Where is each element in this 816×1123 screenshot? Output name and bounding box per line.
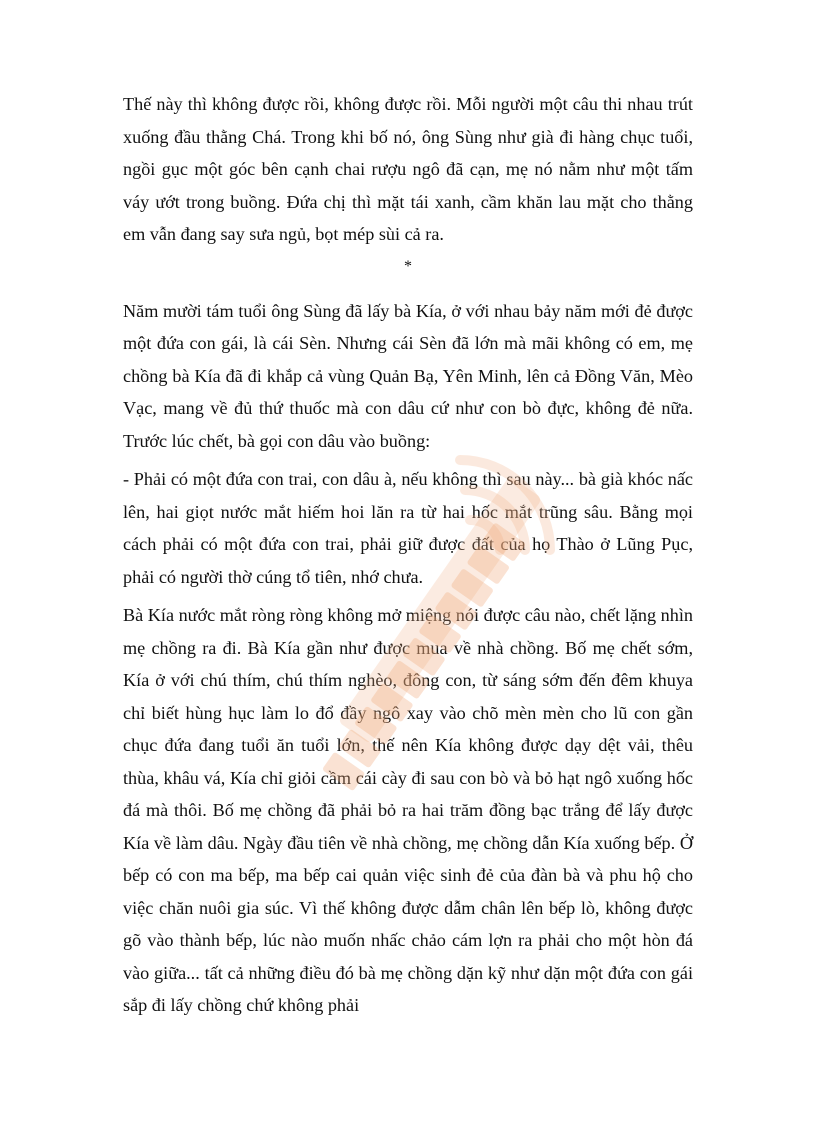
document-page xyxy=(123,88,693,1022)
paragraph-4: Bà Kía nước mắt ròng ròng không mở miệng nói được câu nào, chết lặng nhìn mẹ chồng ra đi. Bà Kía gần như được mua về nhà chồng. Bố mẹ chết sớm, Kía ở với chú thím, chú thím nghèo, đông con, từ sáng sớm đến đêm khuya chỉ biết hùng hục làm lo đổ đầy ngô xay vào chõ mèn mèn cho lũ con gần chục đứa đang tuổi ăn tuổi lớn, thế nên Kía không được dạy dệt vải, thêu thùa, khâu vá, Kía chỉ giỏi cầm cái cày đi sau con bò và bỏ hạt ngô xuống hốc đá mà thôi. Bố mẹ chồng đã phải bỏ ra hai trăm đồng bạc trắng để lấy được Kía về làm dâu. Ngày đầu tiên về nhà chồng, mẹ chồng dẫn Kía xuống bếp. Ở bếp có con ma bếp, ma bếp cai quản việc sinh đẻ của đàn bà và phu hộ cho việc chăn nuôi gia súc. Vì thế không được dẫm chân lên bếp lò, không được gõ vào thành bếp, lúc nào muốn nhấc chảo cám lợn ra phải cho một hòn đá vào giữa... tất cả những điều đó bà mẹ chồng dặn kỹ như dặn một đứa con gái sắp đi lấy chồng chứ không phải xyxy=(123,605,693,1015)
paragraph-3: - Phải có một đứa con trai, con dâu à, nếu không thì sau này... bà già khóc nấc lên, hai giọt nước mắt hiếm hoi lăn ra từ hai hốc mắt trũng sâu. Bằng mọi cách phải có một đứa con trai, phải giữ được đất của họ Thào ở Lũng Pục, phải có người thờ cúng tổ tiên, nhớ chưa. xyxy=(123,469,693,587)
section-separator: * xyxy=(404,257,412,275)
paragraph-1: Thế này thì không được rồi, không được rồi. Mỗi người một câu thi nhau trút xuống đầu thằng Chá. Trong khi bố nó, ông Sùng như già đi hàng chục tuổi, ngồi gục một góc bên cạnh chai rượu ngô đã cạn, mẹ nó nằm như một tấm váy ướt trong buồng. Đứa chị thì mặt tái xanh, cầm khăn lau mặt cho thằng em vẫn đang say sưa ngủ, bọt mép sùi cả ra. xyxy=(123,94,693,244)
paragraph-2: Năm mười tám tuổi ông Sùng đã lấy bà Kía, ở với nhau bảy năm mới đẻ được một đứa con gái, là cái Sèn. Nhưng cái Sèn đã lớn mà mãi không có em, mẹ chồng bà Kía đã đi khắp cả vùng Quản Bạ, Yên Minh, lên cả Đồng Văn, Mèo Vạc, mang về đủ thứ thuốc mà con dâu cứ như con bò đực, không đẻ nữa. Trước lúc chết, bà gọi con dâu vào buồng: xyxy=(123,300,693,451)
